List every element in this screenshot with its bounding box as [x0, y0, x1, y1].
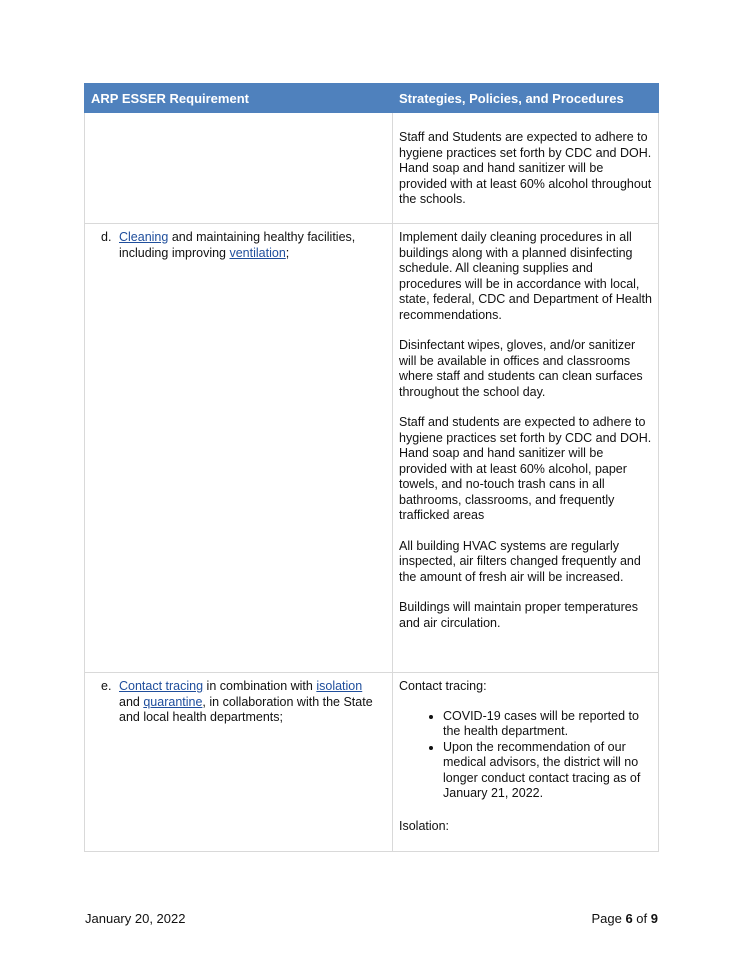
strategy-paragraph: Staff and Students are expected to adhere to hygiene practices set forth by CDC and DOH. Hand soap and hand sanitizer will be provided with at least 60% alcohol throughout the schools. — [399, 130, 652, 206]
requirement-text-part: in combination with — [203, 679, 317, 693]
cleaning-link[interactable]: Cleaning — [119, 230, 169, 244]
contact-tracing-list — [399, 709, 652, 802]
requirement-cell — [85, 673, 393, 852]
footer-date: January 20, 2022 — [85, 911, 186, 926]
strategy-cell — [393, 673, 659, 852]
requirement-letter: e. — [101, 679, 112, 693]
page-prefix: Page — [591, 911, 626, 926]
strategy-paragraph: Staff and students are expected to adhere to hygiene practices set forth by CDC and DOH. Hand soap and hand sanitizer will be provided with at least 60% alcohol, paper towels, and no-touch trash cans in all bathrooms, classrooms, and frequently trafficked areas — [399, 415, 652, 522]
page-of: of — [632, 911, 651, 926]
requirement-text-part: and maintaining healthy facilities, including improving — [119, 230, 356, 260]
requirements-table — [84, 83, 659, 852]
list-item: • COVID-19 cases will be reported to the health department. — [443, 709, 652, 740]
requirement-text-part: ; — [285, 245, 290, 260]
table-row — [85, 673, 659, 852]
contact-tracing-link[interactable]: Contact tracing — [119, 679, 204, 693]
contact-tracing-label: Contact tracing: — [399, 679, 487, 693]
strategy-paragraph: Implement daily cleaning procedures in all buildings along with a planned disinfecting schedule. All cleaning supplies and procedures will be in accordance with local, state, federal, CDC and Department of Health recommendations. — [399, 230, 652, 322]
requirement-cell — [85, 224, 393, 673]
page-number — [591, 911, 658, 926]
strategy-paragraph: All building HVAC systems are regularly inspected, air filters changed frequently and the amount of fresh air will be increased. — [399, 538, 641, 584]
requirement-cell-empty — [85, 113, 393, 224]
list-item: • Upon the recommendation of our medical advisors, the district will no longer conduct contact tracing as of January 21, 2022. — [443, 740, 652, 802]
requirement-text — [119, 679, 386, 726]
ventilation-link[interactable]: ventilation — [229, 245, 286, 260]
header-requirement: ARP ESSER Requirement — [85, 84, 393, 113]
table-row — [85, 224, 659, 673]
isolation-link[interactable]: isolation — [316, 679, 363, 693]
requirement-d — [91, 230, 386, 261]
table-header-row — [85, 84, 659, 113]
page-current: 6 — [625, 911, 633, 926]
strategy-paragraph: Disinfectant wipes, gloves, and/or sanitizer will be available in offices and classrooms where staff and students can clean surfaces throughout the school day. — [399, 338, 643, 399]
requirement-text-part: and — [119, 694, 144, 709]
requirement-text — [119, 230, 386, 261]
isolation-label: Isolation: — [399, 818, 450, 833]
requirement-e — [91, 679, 386, 726]
strategy-cell — [393, 113, 659, 224]
strategy-paragraph: Buildings will maintain proper temperatures and air circulation. — [399, 600, 639, 630]
table-row — [85, 113, 659, 224]
requirement-text-part: , in collaboration with the State and local health departments; — [119, 694, 373, 724]
requirement-letter: d. — [101, 230, 112, 244]
header-strategies: Strategies, Policies, and Procedures — [393, 84, 659, 113]
strategy-cell — [393, 224, 659, 673]
page-total: 9 — [650, 911, 658, 926]
quarantine-link[interactable]: quarantine — [143, 694, 203, 709]
